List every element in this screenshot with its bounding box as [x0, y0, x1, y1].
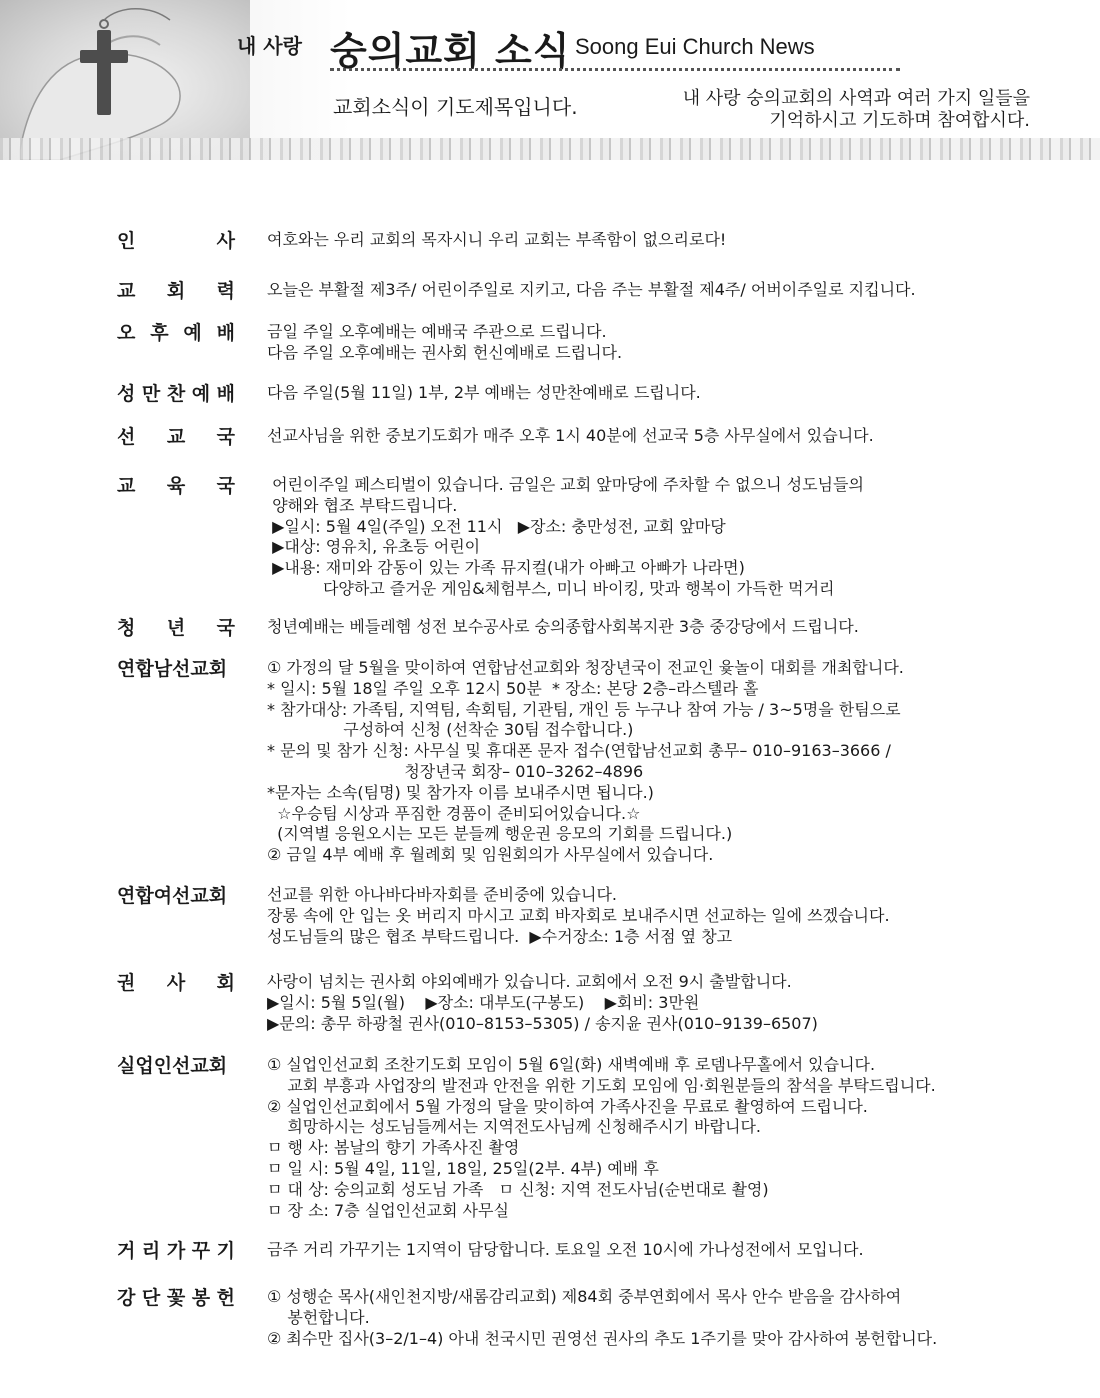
section-label-char: 후 — [150, 322, 169, 344]
section-label — [117, 1055, 235, 1077]
section-label-char: 인 — [117, 230, 136, 252]
section-line: ▶대상: 영유치, 유초등 어린이 — [267, 537, 481, 557]
header-title: 숭의교회 소식 — [330, 29, 571, 73]
section-label-char: 오 — [117, 322, 136, 344]
section-label-char: 성 — [117, 383, 136, 405]
section-line: 어린이주일 페스티벌이 있습니다. 금일은 교회 앞마당에 주차할 수 없으니 성도님들의 — [267, 475, 864, 494]
section-body — [267, 972, 987, 1034]
newsletter-header — [0, 0, 1100, 160]
section-line: ㅁ 대 상: 숭의교회 성도님 가족 ㅁ 신청: 지역 전도사님(순번대로 촬영) — [267, 1179, 769, 1199]
section-label-char: 교 — [117, 280, 136, 302]
section-line: (지역별 응원오시는 모든 분들께 행운권 응모의 기회를 드립니다.) — [267, 824, 733, 844]
section-line: 다양하고 즐거운 게임&체험부스, 미니 바이킹, 맛과 행복이 가득한 먹거리 — [267, 578, 835, 598]
section-label-char: 력 — [216, 280, 235, 302]
section-label-char: 헌 — [216, 1287, 235, 1309]
section-line: 성도님들의 많은 협조 부탁드립니다. ▶수거장소: 1층 서점 옆 창고 — [267, 926, 733, 946]
section-line: ② 금일 4부 예배 후 월례회 및 임원회의가 사무실에서 있습니다. — [267, 845, 714, 865]
section-line: *문자는 소속(팀명) 및 참가자 이름 보내주시면 됩니다.) — [267, 782, 654, 802]
section-label-char: 사 — [166, 972, 186, 994]
section-label-char: 교 — [166, 426, 186, 448]
dotted-divider — [330, 68, 900, 71]
section-line: 다음 주일(5월 11일) 1부, 2부 예배는 성만찬예배로 드립니다. — [267, 383, 701, 402]
section-body — [267, 426, 987, 447]
section-line: 봉헌합니다. — [267, 1307, 370, 1327]
section-label-char: 만 — [141, 383, 161, 405]
section-label — [117, 885, 235, 907]
section-body — [267, 658, 987, 866]
section-line: 금주 거리 가꾸기는 1지역이 담당합니다. 토요일 오전 10시에 가나성전에서 모입니다. — [267, 1240, 864, 1259]
section-line: ② 최수만 집사(3–2/1–4) 아내 천국시민 권영선 권사의 추도 1주기를 맞아 감사하여 봉헌합니다. — [267, 1328, 938, 1348]
section-label-char: 예 — [191, 383, 211, 405]
section-label-char: 국 — [216, 617, 235, 639]
section-label-char: 찬 — [166, 383, 186, 405]
section-label-char: 봉 — [191, 1287, 211, 1309]
section-line: 금일 주일 오후예배는 예배국 주관으로 드립니다. — [267, 322, 607, 341]
section-line: * 일시: 5월 18일 주일 오후 12시 50분 * 장소: 본당 2층–라스텔라 홀 — [267, 678, 759, 698]
section-label-char: 연합여선교회 — [117, 885, 228, 907]
section-line: * 문의 및 참가 신청: 사무실 및 휴대폰 문자 접수(연합남선교회 총무– 010–9163–3666 / — [267, 741, 891, 761]
section-label — [117, 383, 235, 405]
section-line: 청년예배는 베들레헴 성전 보수공사로 숭의종합사회복지관 3층 중강당에서 드립니다. — [267, 617, 859, 636]
section-body — [267, 475, 987, 600]
section-line: * 참가대상: 가족팀, 지역팀, 속회팀, 기관팀, 개인 등 누구나 참여 가능 / 3~5명을 한팀으로 — [267, 699, 901, 719]
section-label-char: 리 — [141, 1240, 161, 1262]
section-line: ☆우승팀 시상과 푸짐한 경품이 준비되어있습니다.☆ — [267, 803, 641, 823]
section-label-char: 실업인선교회 — [117, 1055, 228, 1077]
section-line: 양해와 협조 부탁드립니다. — [267, 495, 458, 515]
section-label-char: 기 — [216, 1240, 235, 1262]
section-body — [267, 1240, 987, 1261]
section-label-char: 꽃 — [166, 1287, 186, 1309]
header-subtext-line: 기억하시고 기도하며 참여합시다. — [769, 110, 1030, 131]
header-subtitle: 교회소식이 기도제목입니다. — [333, 95, 578, 119]
section-label — [117, 322, 235, 344]
section-label-char: 강 — [117, 1287, 136, 1309]
section-line: ▶내용: 재미와 감동이 있는 가족 뮤지컬(내가 아빠고 아빠가 나라면) — [267, 558, 745, 578]
section-line: ① 성행순 목사(새인천지방/새롬감리교회) 제84회 중부연회에서 목사 안수 받음을 감사하여 — [267, 1287, 902, 1306]
section-label-char: 육 — [166, 475, 186, 497]
section-body — [267, 322, 987, 364]
section-label-char: 국 — [216, 475, 235, 497]
section-label-char: 예 — [183, 322, 202, 344]
header-english-title: Soong Eui Church News — [575, 34, 815, 59]
section-line: 선교사님을 위한 중보기도회가 매주 오후 1시 40분에 선교국 5층 사무실에서 있습니다. — [267, 426, 874, 445]
section-label-char: 교 — [117, 475, 136, 497]
section-label — [117, 1287, 235, 1309]
section-label-char: 거 — [117, 1240, 136, 1262]
section-line: 여호와는 우리 교회의 목자시니 우리 교회는 부족함이 없으리로다! — [267, 230, 727, 249]
section-label-char: 권 — [117, 972, 136, 994]
section-label-char: 배 — [216, 322, 235, 344]
section-line: ㅁ 행 사: 봄날의 향기 가족사진 촬영 — [267, 1138, 520, 1158]
section-label — [117, 426, 235, 448]
header-subtext — [630, 88, 1030, 132]
section-label-char: 회 — [216, 972, 235, 994]
section-label — [117, 1240, 235, 1262]
section-body — [267, 1055, 987, 1221]
section-line: 교회 부흥과 사업장의 발전과 안전을 위한 기도회 모임에 임·회원분들의 참석을 부탁드립니다. — [267, 1075, 936, 1095]
section-line: 다음 주일 오후예배는 권사회 헌신예배로 드립니다. — [267, 342, 623, 362]
section-label-char: 년 — [166, 617, 186, 639]
header-small-text: 내 사랑 — [237, 34, 302, 58]
section-line: 희망하시는 성도님들께서는 지역전도사님께 신청해주시기 바랍니다. — [267, 1117, 761, 1137]
section-line: ㅁ 일 시: 5월 4일, 11일, 18일, 25일(2부. 4부) 예배 후 — [267, 1158, 659, 1178]
section-line: 구성하여 신청 (선착순 30팀 접수합니다.) — [267, 720, 634, 740]
header-photo — [0, 0, 250, 160]
header-decorative-strip — [0, 138, 1100, 160]
section-line: 사랑이 넘치는 권사회 야외예배가 있습니다. 교회에서 오전 9시 출발합니다. — [267, 972, 792, 991]
section-label — [117, 230, 235, 252]
section-body — [267, 280, 987, 301]
section-label-char: 배 — [216, 383, 235, 405]
section-line: ① 가정의 달 5월을 맞이하여 연합남선교회와 청장년국이 전교인 윷놀이 대회를 개최합니다. — [267, 658, 904, 677]
section-line: ㅁ 장 소: 7층 실업인선교회 사무실 — [267, 1200, 509, 1220]
section-body — [267, 885, 987, 947]
section-line: ① 실업인선교회 조찬기도회 모임이 5월 6일(화) 새벽예배 후 로뎀나무홀에서 있습니다. — [267, 1055, 876, 1074]
section-label — [117, 972, 235, 994]
section-label-char: 연합남선교회 — [117, 658, 228, 680]
section-label-char: 청 — [117, 617, 136, 639]
section-label-char: 국 — [216, 426, 235, 448]
section-label-char: 단 — [141, 1287, 161, 1309]
section-line: 청장년국 회장– 010–3262–4896 — [267, 761, 644, 781]
header-subtext-line: 내 사랑 숭의교회의 사역과 여러 가지 일들을 — [682, 88, 1030, 109]
section-label — [117, 658, 235, 680]
section-label-char: 꾸 — [191, 1240, 211, 1262]
section-line: ▶문의: 총무 하광철 권사(010–8153–5305) / 송지윤 권사(010–9139–6507) — [267, 1013, 818, 1033]
section-body — [267, 383, 987, 404]
section-line: 장롱 속에 안 입는 옷 버리지 마시고 교회 바자회로 보내주시면 선교하는 일에 쓰겠습니다. — [267, 905, 890, 925]
section-label-char: 가 — [166, 1240, 186, 1262]
section-label — [117, 280, 235, 302]
section-label — [117, 475, 235, 497]
hand-holding-cross-image — [0, 0, 250, 160]
section-line: ② 실업인선교회에서 5월 가정의 달을 맞이하여 가족사진을 무료로 촬영하여 드립니다. — [267, 1096, 868, 1116]
section-label-char: 회 — [166, 280, 186, 302]
section-line: 오늘은 부활절 제3주/ 어린이주일로 지키고, 다음 주는 부활절 제4주/ 어버이주일로 지킵니다. — [267, 280, 916, 299]
section-line: ▶일시: 5월 5일(월) ▶장소: 대부도(구봉도) ▶회비: 3만원 — [267, 992, 700, 1012]
section-body — [267, 1287, 987, 1349]
section-body — [267, 617, 987, 638]
section-label-char: 선 — [117, 426, 136, 448]
section-line: 선교를 위한 아나바다바자회를 준비중에 있습니다. — [267, 885, 618, 904]
section-body — [267, 230, 987, 251]
section-line: ▶일시: 5월 4일(주일) 오전 11시 ▶장소: 충만성전, 교회 앞마당 — [267, 516, 726, 536]
section-label — [117, 617, 235, 639]
section-label-char: 사 — [216, 230, 235, 252]
